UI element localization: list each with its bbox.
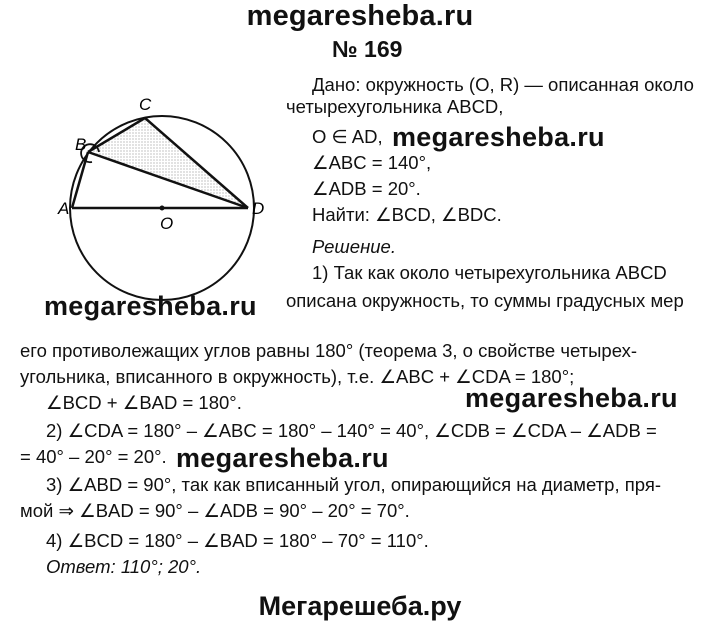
given-line-5: ∠ADB = 20°.	[312, 178, 421, 199]
label-d: D	[252, 199, 265, 218]
solution-line-6: 2) ∠CDA = 180° – ∠ABC = 180° – 140° = 40°, ∠CDB = ∠CDA – ∠ADB =	[46, 420, 657, 441]
footer-site-title: Мегарешеба.ру	[258, 591, 462, 621]
label-a: A	[58, 199, 70, 218]
given-line-6: Найти: ∠BCD, ∠BDC.	[312, 204, 502, 225]
label-o: O	[160, 214, 174, 233]
watermark-2: megaresheba.ru	[44, 291, 257, 321]
solution-line-10: 4) ∠BCD = 180° – ∠BAD = 180° – 70° = 110°.	[46, 530, 429, 551]
solution-line-8: 3) ∠ABD = 90°, так как вписанный угол, опирающийся на диаметр, пря-	[46, 474, 661, 495]
solution-line-5: ∠BCD + ∠BAD = 180°.	[46, 392, 242, 413]
watermark-1: megaresheba.ru	[392, 122, 605, 152]
given-line-1: Дано: окружность (O, R) — описанная около	[312, 74, 694, 95]
label-b: B	[75, 135, 87, 154]
solution-heading: Решение.	[312, 236, 396, 257]
given-line-4: ∠ABC = 140°,	[312, 152, 432, 173]
label-c: C	[139, 95, 152, 114]
watermark-4: megaresheba.ru	[176, 443, 389, 473]
given-line-3: O ∈ AD,	[312, 126, 383, 147]
center-point-o	[160, 206, 165, 211]
solution-line-3: его противолежащих углов равны 180° (теорема 3, о свойстве четырех-	[20, 340, 638, 361]
watermark-3: megaresheba.ru	[465, 383, 678, 413]
solution-line-7: = 40° – 20° = 20°.	[20, 446, 167, 467]
given-line-2: четырехугольника ABCD,	[286, 96, 504, 117]
solution-line-1: 1) Так как около четырехугольника ABCD	[312, 262, 667, 283]
solution-line-4: угольника, вписанного в окружность), т.е. ∠ABC + ∠CDA = 180°;	[20, 366, 575, 387]
solution-line-2: описана окружность, то суммы градусных мер	[286, 290, 684, 311]
site-title: megaresheba.ru	[246, 0, 474, 32]
answer-line: Ответ: 110°; 20°.	[46, 556, 202, 577]
problem-number: № 169	[332, 36, 403, 62]
solution-line-9: мой ⇒ ∠BAD = 90° – ∠ADB = 90° – 20° = 70°.	[20, 500, 410, 521]
